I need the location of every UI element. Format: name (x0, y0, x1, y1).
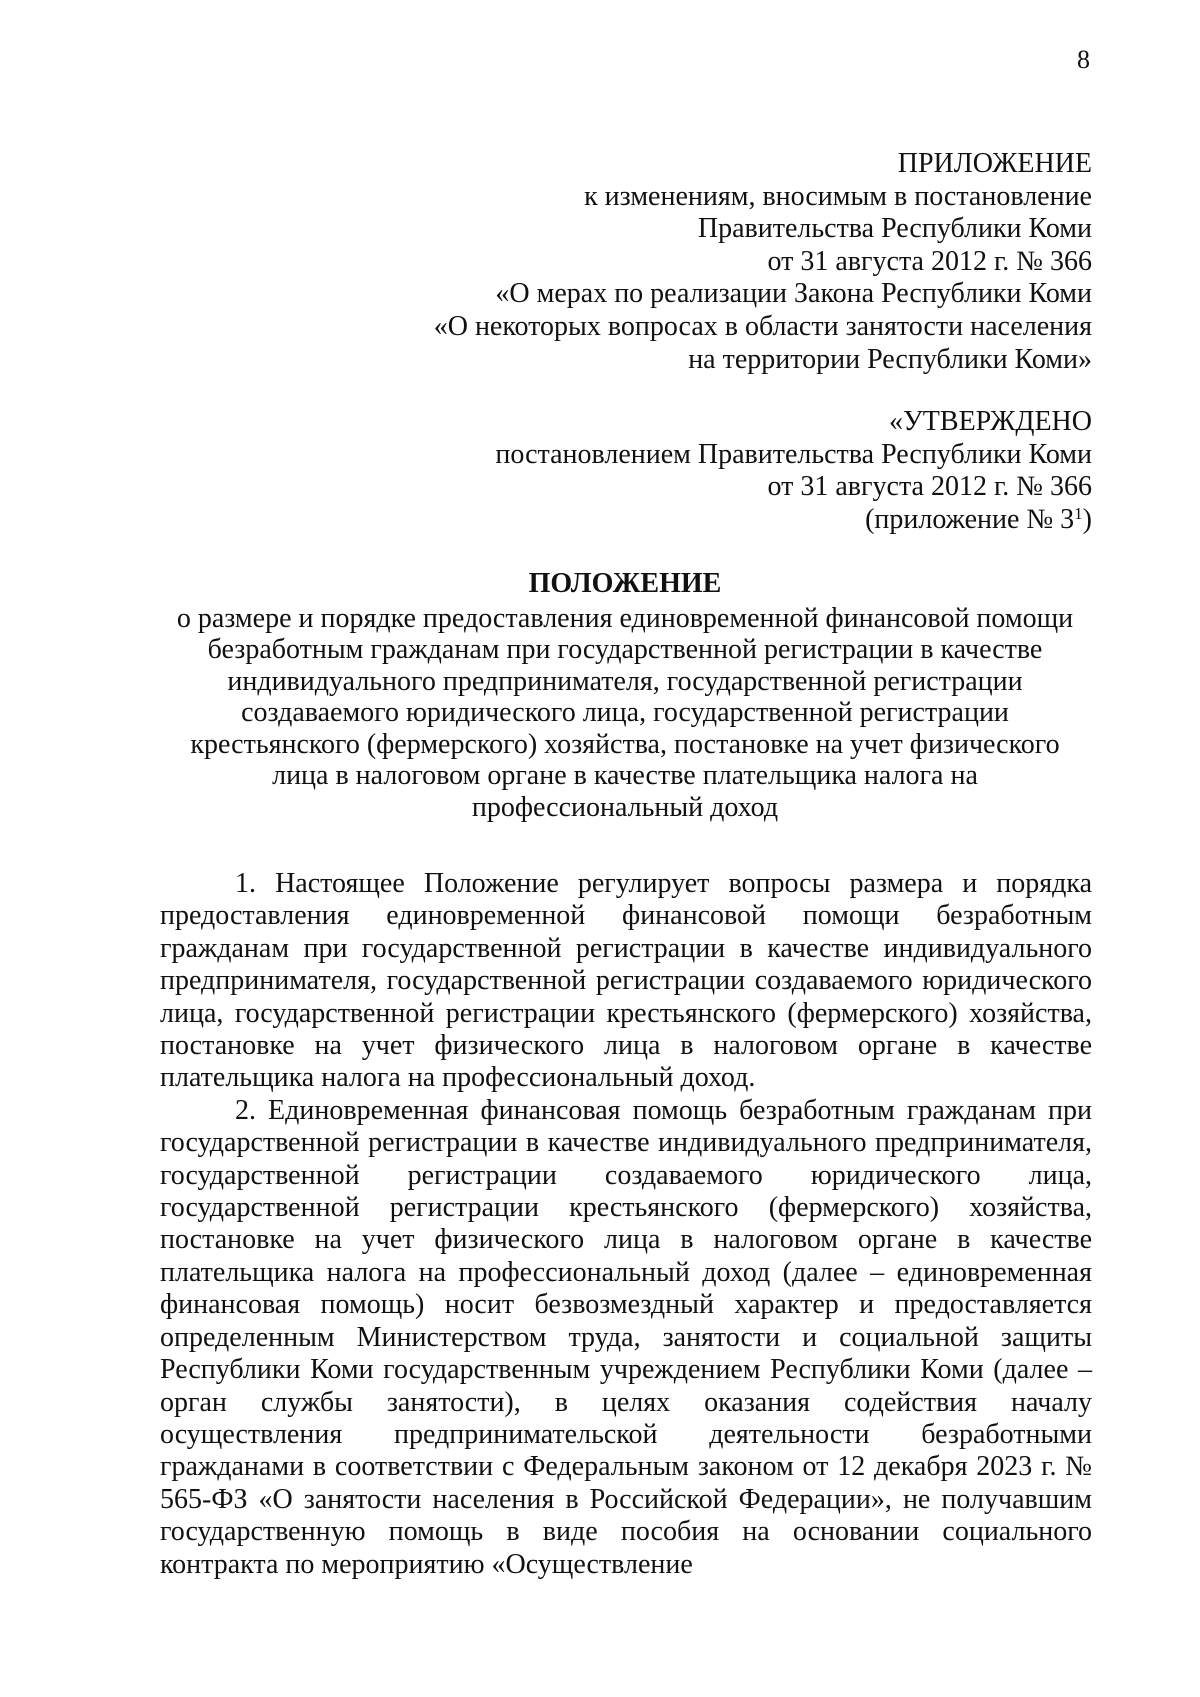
title-block (150, 568, 1100, 823)
paragraph-2: 2. Единовременная финансовая помощь безработным гражданам при государственной регистрации в качестве индивидуального предпринимателя, государственной регистрации создаваемого юридического лица, государственной регистрации крестьянского (фермерского) хозяйства, постановке на учет физического лица в налоговом органе в качестве плательщика налога на профессиональный доход (далее – единовременная финансовая помощь) носит безвозмездный характер и предоставляется определенным Министерством труда, занятости и социальной защиты Республики Коми государственным учреждением Республики Коми (далее – орган службы занятости), в целях оказания содействия началу осуществления предпринимательской деятельности безработными гражданами в соответствии с Федеральным законом от 12 декабря 2023 г. № 565-ФЗ «О занятости населения в Российской Федерации», не получавшим государственную помощь в виде пособия на основании социального контракта по мероприятию «Осуществление (160, 1094, 1092, 1580)
appendix-line: «О мерах по реализации Закона Республики Коми (495, 278, 1092, 310)
body-text (160, 868, 1092, 1581)
appendix-line: ПРИЛОЖЕНИЕ (897, 148, 1092, 179)
approval-annex-text: (приложение № 3 (865, 503, 1075, 535)
approval-line: от 31 августа 2012 г. № 366 (767, 471, 1092, 503)
subtitle-line: крестьянского (фермерского) хозяйства, постановке на учет физического (190, 728, 1060, 760)
subtitle-line: индивидуального предпринимателя, государственной регистрации (227, 665, 1023, 697)
subtitle-line: профессиональный доход (471, 791, 779, 823)
appendix-line: Правительства Республики Коми (697, 213, 1092, 245)
approval-annex-close: ) (1082, 503, 1092, 535)
subtitle-line: безработным гражданам при государственной регистрации в качестве (207, 634, 1043, 665)
appendix-line: от 31 августа 2012 г. № 366 (767, 245, 1092, 277)
approval-annex-superscript: 1 (1074, 503, 1083, 523)
document-title: ПОЛОЖЕНИЕ (528, 568, 722, 599)
appendix-block (434, 148, 1092, 376)
approval-line (495, 504, 1092, 537)
appendix-line: «О некоторых вопросах в области занятости населения (433, 310, 1092, 342)
approval-line: постановлением Правительства Республики Коми (495, 438, 1092, 470)
subtitle-line: о размере и порядке предоставления единовременной финансовой помощи (176, 602, 1074, 634)
subtitle-line: создаваемого юридического лица, государственной регистрации (241, 697, 1009, 728)
page-number: 8 (1077, 45, 1090, 74)
paragraph-1: 1. Настоящее Положение регулирует вопросы размера и порядка предоставления единовременной финансовой помощи безработным гражданам при государственной регистрации в качестве индивидуального предпринимателя, государственной регистрации создаваемого юридического лица, государственной регистрации крестьянского (фермерского) хозяйства, постановке на учет физического лица в налоговом органе в качестве плательщика налога на профессиональный доход. (160, 868, 1092, 1094)
approval-line: «УТВЕРЖДЕНО (888, 406, 1092, 437)
subtitle-line: лица в налоговом органе в качестве плательщика налога на (272, 760, 978, 791)
appendix-line: на территории Республики Коми» (688, 343, 1092, 375)
appendix-line: к изменениям, вносимым в постановление (584, 180, 1092, 212)
approval-block (495, 406, 1092, 536)
